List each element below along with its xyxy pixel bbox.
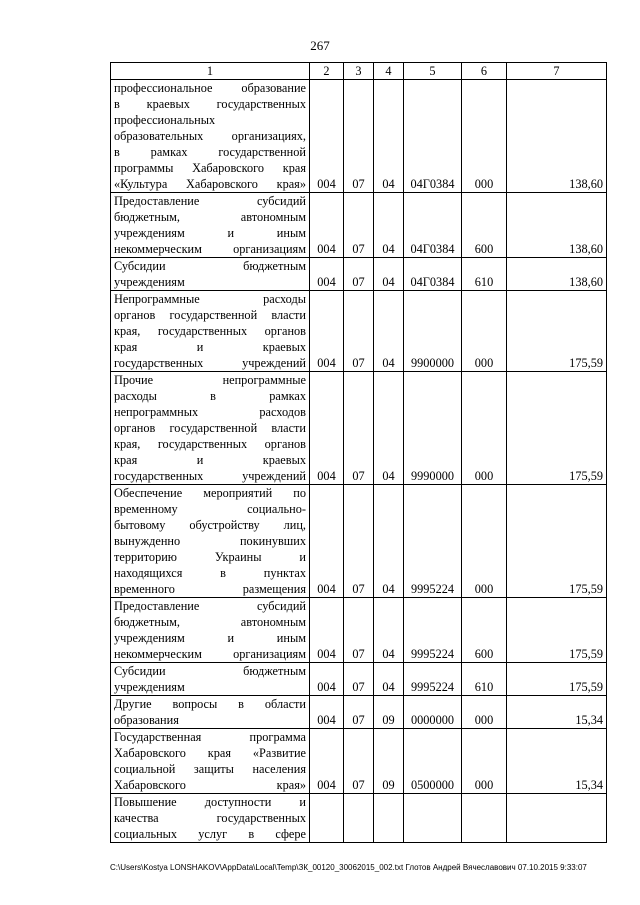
cell-c6: 600 [462, 193, 507, 258]
description-line: расходы в рамках [114, 389, 306, 403]
cell-c5: 9995224 [404, 485, 462, 598]
row-description [111, 794, 310, 843]
description-line: учреждениям [114, 680, 185, 694]
description-line: Предоставление субсидий [114, 599, 306, 613]
table-row [111, 372, 607, 485]
cell-c6: 000 [462, 80, 507, 193]
cell-c6: 000 [462, 729, 507, 794]
column-header: 6 [462, 63, 507, 80]
cell-c6: 000 [462, 696, 507, 729]
cell-c4: 04 [374, 485, 404, 598]
description-line: Хабаровского края «Развитие [114, 746, 306, 760]
description-line: программы Хабаровского края [114, 161, 306, 175]
cell-c3: 07 [344, 193, 374, 258]
cell-c6: 000 [462, 485, 507, 598]
cell-c5: 04Г0384 [404, 258, 462, 291]
description-line: образовательных организациях, [114, 129, 306, 143]
cell-c7: 175,59 [507, 291, 607, 372]
row-description [111, 372, 310, 485]
cell-c7: 15,34 [507, 729, 607, 794]
cell-c6: 000 [462, 291, 507, 372]
cell-c4: 04 [374, 663, 404, 696]
cell-c3: 07 [344, 291, 374, 372]
cell-c7 [507, 794, 607, 843]
cell-c3: 07 [344, 598, 374, 663]
description-line: Предоставление субсидий [114, 194, 306, 208]
cell-c6: 600 [462, 598, 507, 663]
cell-c3: 07 [344, 372, 374, 485]
description-line: качества государственных [114, 811, 306, 825]
cell-c5: 9900000 [404, 291, 462, 372]
cell-c5 [404, 794, 462, 843]
cell-c2: 004 [310, 193, 344, 258]
cell-c2: 004 [310, 696, 344, 729]
cell-c7: 138,60 [507, 258, 607, 291]
cell-c4 [374, 794, 404, 843]
cell-c4: 09 [374, 729, 404, 794]
description-line: Обеспечение мероприятий по [114, 486, 306, 500]
row-description [111, 729, 310, 794]
column-header: 7 [507, 63, 607, 80]
cell-c3: 07 [344, 258, 374, 291]
cell-c2: 004 [310, 291, 344, 372]
cell-c3: 07 [344, 485, 374, 598]
cell-c5: 9995224 [404, 663, 462, 696]
column-header: 3 [344, 63, 374, 80]
description-line: бюджетным, автономным [114, 615, 306, 629]
description-line: Хабаровского края» [114, 778, 306, 792]
description-line: временного размещения [114, 582, 306, 596]
description-line: Субсидии бюджетным [114, 259, 306, 273]
cell-c5: 0500000 [404, 729, 462, 794]
column-header: 1 [111, 63, 310, 80]
description-line: Непрограммные расходы [114, 292, 306, 306]
cell-c4: 04 [374, 258, 404, 291]
cell-c3: 07 [344, 729, 374, 794]
description-line: органов государственной власти [114, 421, 306, 435]
description-line: «Культура Хабаровского края» [114, 177, 306, 191]
description-line: органов государственной власти [114, 308, 306, 322]
cell-c4: 09 [374, 696, 404, 729]
file-path-footer: C:\Users\Kostya LONSHAKOV\AppData\Local\Temp\ЗК_00120_30062015_002.txt Глотов Андрей Вячеславович 07.10.2015 9:33:07 [110, 863, 587, 872]
cell-c7: 15,34 [507, 696, 607, 729]
description-line: профессиональных [114, 113, 216, 127]
description-line: Другие вопросы в области [114, 697, 306, 711]
cell-c7: 175,59 [507, 663, 607, 696]
cell-c2: 004 [310, 258, 344, 291]
row-description [111, 291, 310, 372]
table-row [111, 794, 607, 843]
description-line: находящихся в пунктах [114, 566, 306, 580]
row-description [111, 696, 310, 729]
description-line: края, государственных органов [114, 324, 306, 338]
budget-table [110, 62, 607, 843]
cell-c2: 004 [310, 372, 344, 485]
description-line: бытовому обустройству лиц, [114, 518, 306, 532]
description-line: некоммерческим организациям [114, 647, 306, 661]
description-line: некоммерческим организациям [114, 242, 306, 256]
cell-c5: 9995224 [404, 598, 462, 663]
cell-c5: 04Г0384 [404, 80, 462, 193]
column-header: 5 [404, 63, 462, 80]
cell-c7: 138,60 [507, 80, 607, 193]
description-line: учреждениям и иным [114, 226, 306, 240]
cell-c6 [462, 794, 507, 843]
description-line: непрограммных расходов [114, 405, 306, 419]
cell-c2: 004 [310, 598, 344, 663]
description-line: края и краевых [114, 453, 306, 467]
table-row [111, 291, 607, 372]
description-line: образования [114, 713, 179, 727]
cell-c2: 004 [310, 80, 344, 193]
description-line: бюджетным, автономным [114, 210, 306, 224]
description-line: вынужденно покинувших [114, 534, 306, 548]
description-line: территорию Украины и [114, 550, 306, 564]
cell-c6: 610 [462, 663, 507, 696]
cell-c5: 9990000 [404, 372, 462, 485]
page-number: 267 [310, 38, 330, 53]
table-row [111, 193, 607, 258]
row-description [111, 193, 310, 258]
cell-c2: 004 [310, 729, 344, 794]
row-description [111, 663, 310, 696]
cell-c2 [310, 794, 344, 843]
cell-c7: 175,59 [507, 372, 607, 485]
row-description [111, 485, 310, 598]
cell-c4: 04 [374, 372, 404, 485]
description-line: социальной защиты населения [114, 762, 306, 776]
description-line: Повышение доступности и [114, 795, 306, 809]
cell-c4: 04 [374, 80, 404, 193]
description-line: социальных услуг в сфере [114, 827, 306, 841]
cell-c6: 000 [462, 372, 507, 485]
cell-c4: 04 [374, 291, 404, 372]
cell-c6: 610 [462, 258, 507, 291]
column-header: 2 [310, 63, 344, 80]
row-description [111, 80, 310, 193]
cell-c3: 07 [344, 663, 374, 696]
table-row [111, 729, 607, 794]
cell-c4: 04 [374, 193, 404, 258]
row-description [111, 598, 310, 663]
cell-c5: 04Г0384 [404, 193, 462, 258]
cell-c3: 07 [344, 80, 374, 193]
table-row [111, 258, 607, 291]
description-line: учреждениям и иным [114, 631, 306, 645]
description-line: в рамках государственной [114, 145, 306, 159]
cell-c7: 138,60 [507, 193, 607, 258]
description-line: учреждениям [114, 275, 185, 289]
cell-c7: 175,59 [507, 485, 607, 598]
description-line: профессиональное образование [114, 81, 306, 95]
column-header: 4 [374, 63, 404, 80]
table-row [111, 696, 607, 729]
table-row [111, 80, 607, 193]
cell-c2: 004 [310, 663, 344, 696]
cell-c7: 175,59 [507, 598, 607, 663]
table-row [111, 485, 607, 598]
description-line: Прочие непрограммные [114, 373, 306, 387]
description-line: края и краевых [114, 340, 306, 354]
cell-c3: 07 [344, 696, 374, 729]
table-row [111, 598, 607, 663]
cell-c2: 004 [310, 485, 344, 598]
cell-c5: 0000000 [404, 696, 462, 729]
description-line: временному социально- [114, 502, 306, 516]
table-header-row [111, 63, 607, 80]
description-line: государственных учреждений [114, 356, 306, 370]
description-line: государственных учреждений [114, 469, 306, 483]
cell-c4: 04 [374, 598, 404, 663]
description-line: Государственная программа [114, 730, 306, 744]
table-row [111, 663, 607, 696]
description-line: в краевых государственных [114, 97, 306, 111]
description-line: края, государственных органов [114, 437, 306, 451]
row-description [111, 258, 310, 291]
cell-c3 [344, 794, 374, 843]
description-line: Субсидии бюджетным [114, 664, 306, 678]
